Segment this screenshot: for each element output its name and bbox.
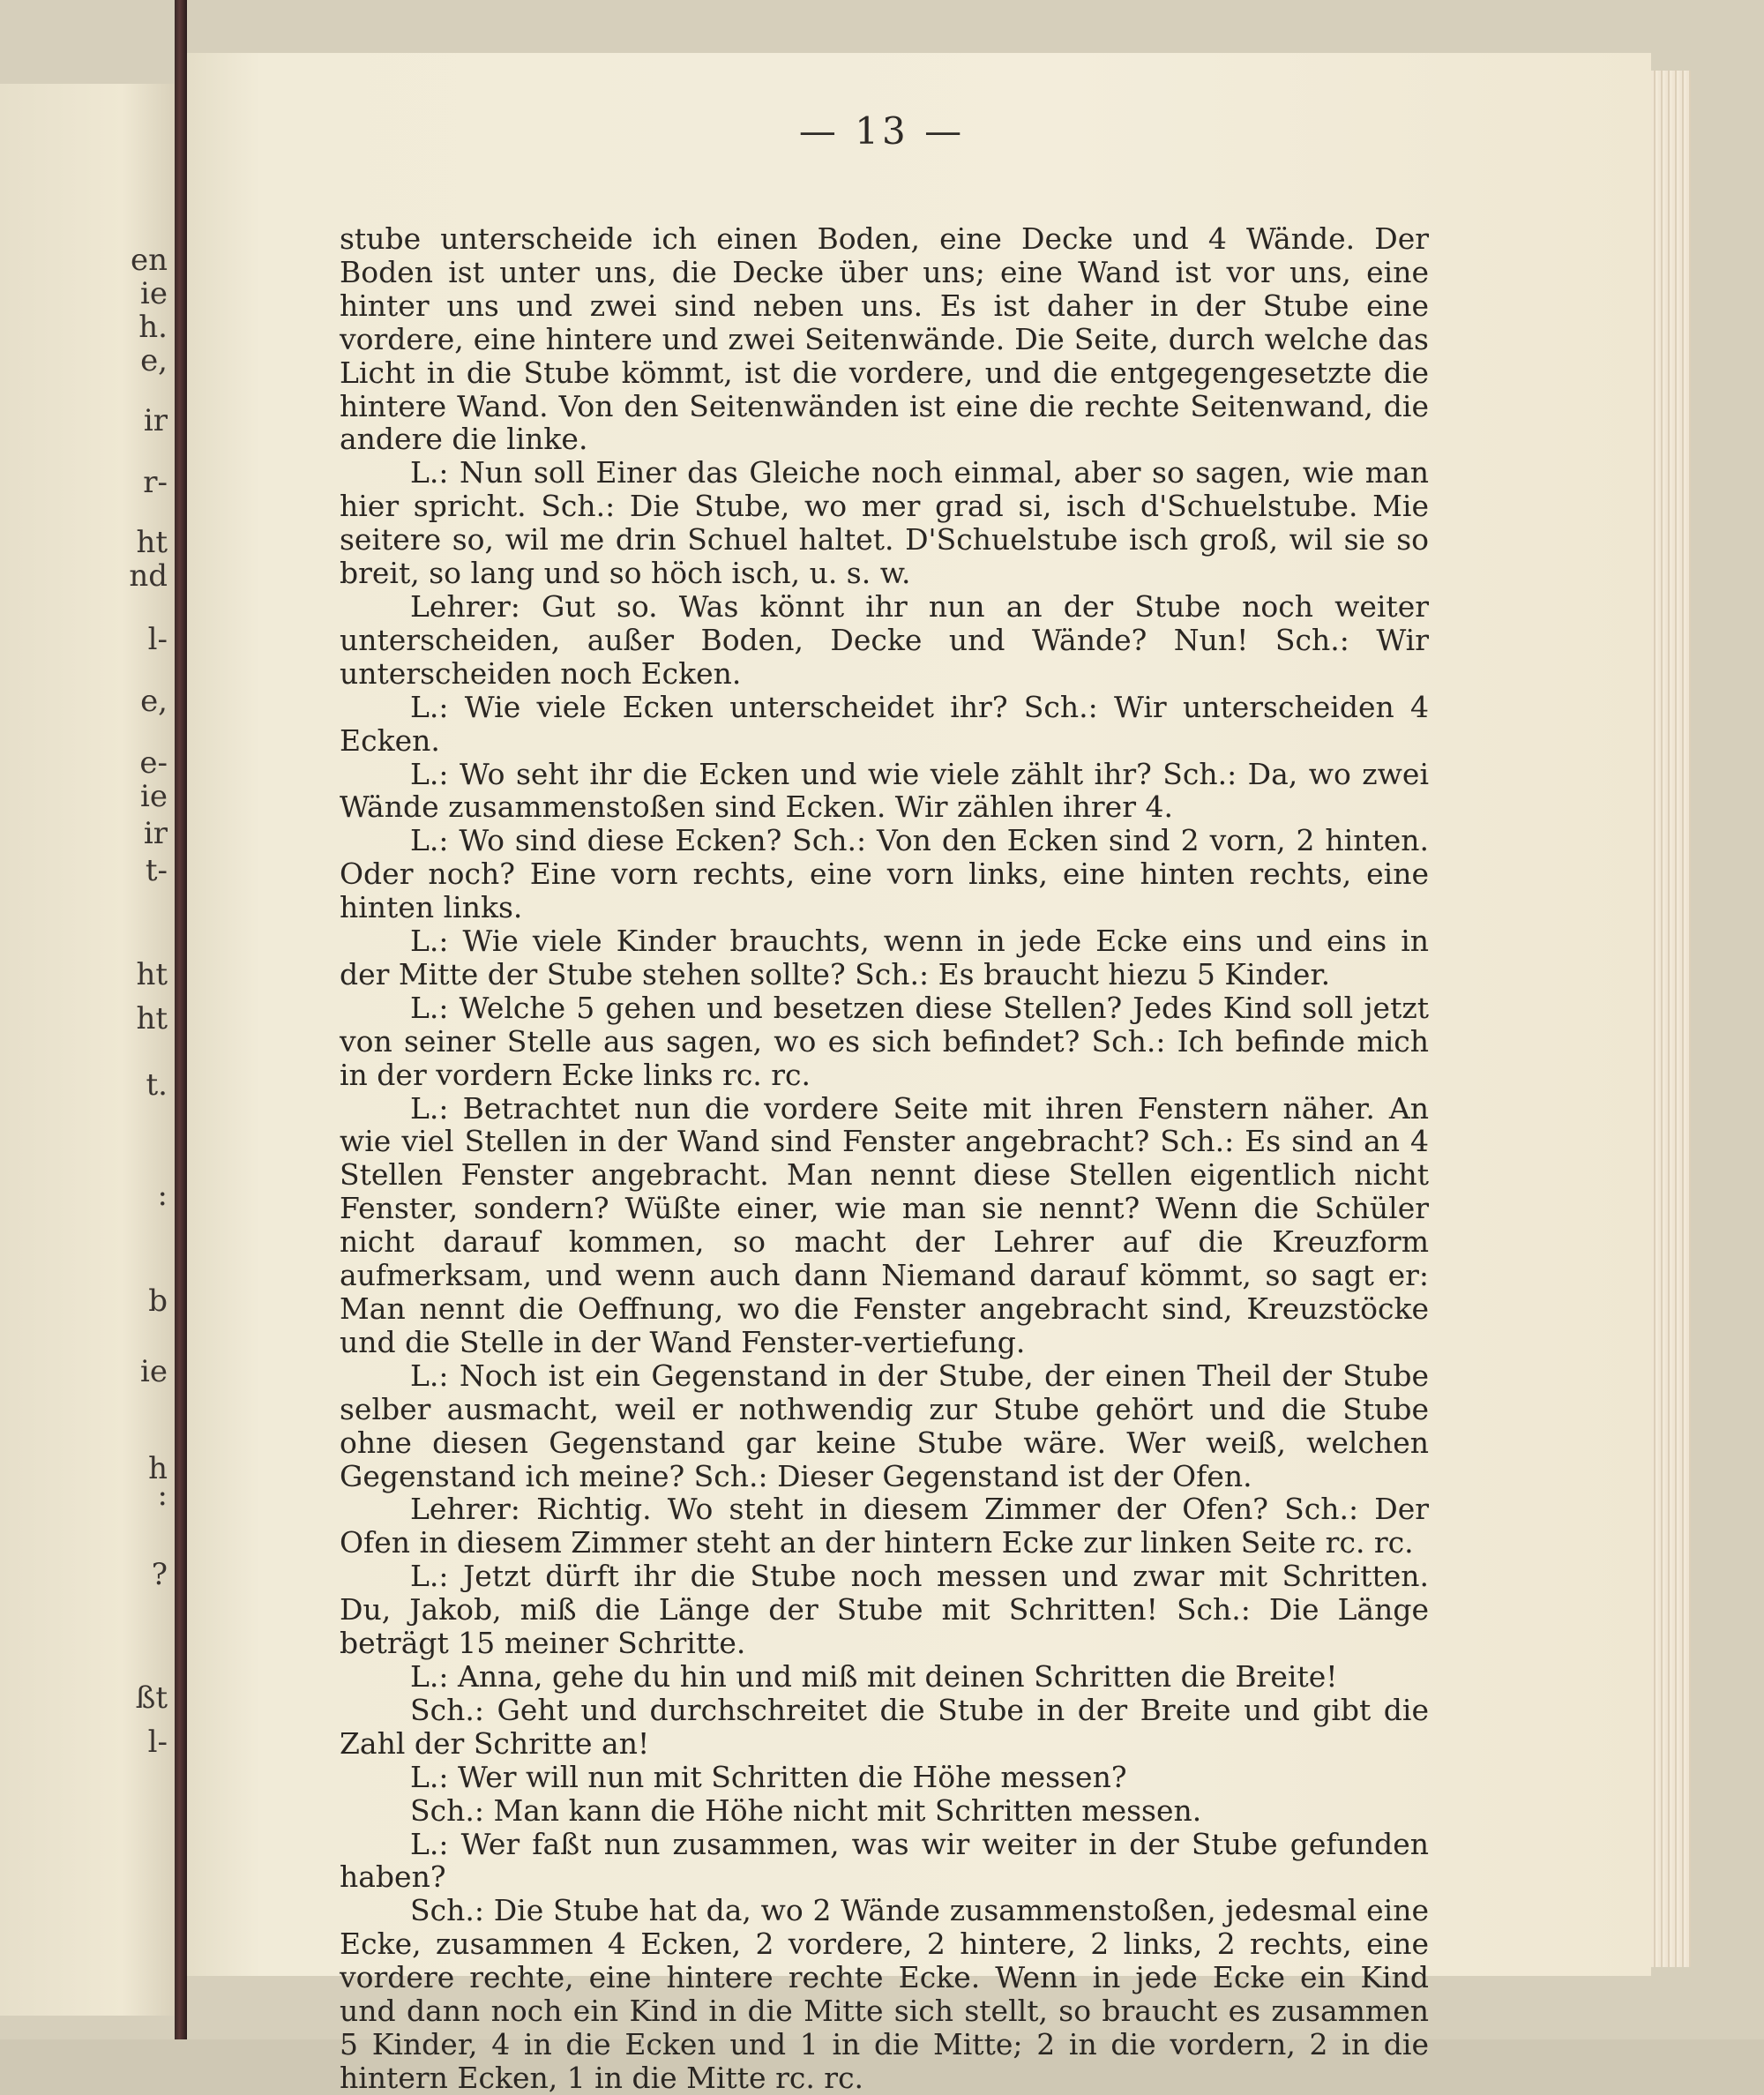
paragraph: Sch.: Die Stube hat da, wo 2 Wände zusammenstoßen, jedesmal eine Ecke, zusammen 4 Ecken, 2 vordere, 2 hintere, 2 links, 2 rechts, eine vordere rechte, eine hintere rechte Ecke. Wenn in jede Ecke ein Kind und dann noch ein Kind in die Mitte sich stellt, so braucht es zusammen 5 Kinder, 4 in die Ecken und 1 in die Mitte; 2 in die vordern, 2 in die hintern Ecken, 1 in die Mitte rc. rc. <box>340 1893 1429 2095</box>
left-page-fragment: ßt <box>135 1680 168 1716</box>
left-page-fragment: en <box>130 243 168 278</box>
left-page-fragment: ht <box>136 1001 168 1036</box>
left-page-fragment: ir <box>143 816 168 851</box>
paragraph: L.: Wer faßt nun zusammen, was wir weiter in der Stube gefunden haben? <box>340 1826 1429 1895</box>
paragraph: L.: Wie viele Kinder brauchts, wenn in jede Ecke eins und eins in der Mitte der Stube stehen sollte? Sch.: Es braucht hiezu 5 Kinder. <box>340 924 1429 991</box>
paragraph: Sch.: Geht und durchschreitet die Stube in der Breite und gibt die Zahl der Schritte an! <box>340 1692 1429 1761</box>
left-page-fragment: ? <box>151 1557 168 1592</box>
left-page-fragment: e, <box>140 343 168 378</box>
left-page-fragment: : <box>157 1478 168 1513</box>
paragraph: stube unterscheide ich einen Boden, eine Decke und 4 Wände. Der Boden ist unter uns, die Decke über uns; eine Wand ist vor uns, eine hinter uns und zwei sind neben uns. Es ist daher in der Stube eine vordere, eine hintere und zwei Seitenwände. Die Seite, durch welche das Licht in die Stube kömmt, ist die vordere, und die entgegengesetzte die hintere Wand. Von den Seitenwänden ist eine die rechte Seitenwand, die andere die linke. <box>340 221 1429 457</box>
left-page-fragment: t. <box>146 1067 168 1103</box>
paragraph: L.: Wo sind diese Ecken? Sch.: Von den Ecken sind 2 vorn, 2 hinten. Oder noch? Eine vorn rechts, eine vorn links, eine hinten rechts, eine hinten links. <box>340 823 1429 925</box>
paragraph: Sch.: Man kann die Höhe nicht mit Schritten messen. <box>410 1792 1202 1828</box>
body-text <box>340 222 1429 2095</box>
paragraph: Lehrer: Gut so. Was könnt ihr nun an der Stube noch weiter unterscheiden, außer Boden, Decke und Wände? Nun! Sch.: Wir unterscheiden noch Ecken. <box>340 588 1429 691</box>
left-page-fragment: ht <box>136 957 168 992</box>
left-page-fragment: nd <box>129 558 168 594</box>
left-page-fragment: l- <box>147 622 168 657</box>
left-page-fragment: e, <box>140 684 168 719</box>
left-page-edge <box>0 84 175 2016</box>
paragraph: L.: Wer will nun mit Schritten die Höhe messen? <box>410 1759 1127 1794</box>
paragraph: L.: Wie viele Ecken unterscheidet ihr? Sch.: Wir unterscheiden 4 Ecken. <box>340 689 1429 758</box>
left-page-fragment: h <box>148 1451 168 1486</box>
page-number: — 13 — <box>798 109 966 153</box>
page-edges <box>1651 71 1691 1967</box>
left-page-fragment: e- <box>139 745 168 781</box>
left-page-fragment: h. <box>138 310 168 345</box>
left-page-fragment: ie <box>140 276 168 311</box>
paragraph: L.: Welche 5 gehen und besetzen diese Stellen? Jedes Kind soll jetzt von seiner Stelle aus sagen, wo es sich befindet? Sch.: Ich befinde mich in der vordern Ecke links rc. rc. <box>340 990 1429 1092</box>
paragraph: L.: Wo seht ihr die Ecken und wie viele zählt ihr? Sch.: Da, wo zwei Wände zusammenstoßen sind Ecken. Wir zählen ihrer 4. <box>340 756 1429 825</box>
paragraph: L.: Nun soll Einer das Gleiche noch einmal, aber so sagen, wie man hier spricht. Sch.: Die Stube, wo mer grad si, isch d'Schuelstube. Mie seitere so, wil me drin Schuel haltet. D'Schuelstube isch groß, wil sie so breit, so lang und so höch isch, u. s. w. <box>340 455 1429 591</box>
paragraph: L.: Noch ist ein Gegenstand in der Stube, der einen Theil der Stube selber ausmacht, weil er nothwendig zur Stube gehört und die Stube ohne diesen Gegenstand gar keine Stube wäre. Wer weiß, welchen Gegenstand ich meine? Sch.: Dieser Gegenstand ist der Ofen. <box>340 1358 1429 1493</box>
left-page-fragment: : <box>157 1178 168 1213</box>
left-page-fragment: t- <box>145 853 168 888</box>
left-page-fragment: l- <box>147 1725 168 1760</box>
paragraph: L.: Anna, gehe du hin und miß mit deinen Schritten die Breite! <box>410 1658 1338 1694</box>
paragraph: L.: Jetzt dürft ihr die Stube noch messen und zwar mit Schritten. Du, Jakob, miß die Länge der Stube mit Schritten! Sch.: Die Länge beträgt 15 meiner Schritte. <box>340 1559 1429 1661</box>
left-page-fragment: ie <box>140 1354 168 1389</box>
left-page-fragment: ie <box>140 779 168 814</box>
left-page-fragment: r- <box>143 465 168 500</box>
left-page-fragment: ir <box>143 403 168 438</box>
left-page-fragment: ht <box>136 525 168 560</box>
paragraph: L.: Betrachtet nun die vordere Seite mit ihren Fenstern näher. An wie viel Stellen in der Wand sind Fenster angebracht? Sch.: Es sind an 4 Stellen Fenster angebracht. Man nennt diese Stellen eigentlich nicht Fenster, sondern? Wüßte einer, wie man sie nennt? Wenn die Schüler nicht darauf kommen, so macht der Lehrer auf die Kreuzform aufmerksam, und wenn auch dann Niemand darauf kömmt, so sagt er: Man nennt die Oeffnung, wo die Fenster angebracht sind, Kreuzstöcke und die Stelle in der Wand Fenster-vertiefung. <box>340 1090 1429 1359</box>
paragraph: Lehrer: Richtig. Wo steht in diesem Zimmer der Ofen? Sch.: Der Ofen in diesem Zimmer steht an der hintern Ecke zur linken Seite rc. rc. <box>340 1492 1429 1560</box>
book-gutter <box>175 0 187 2039</box>
left-page-fragment: b <box>148 1283 168 1319</box>
